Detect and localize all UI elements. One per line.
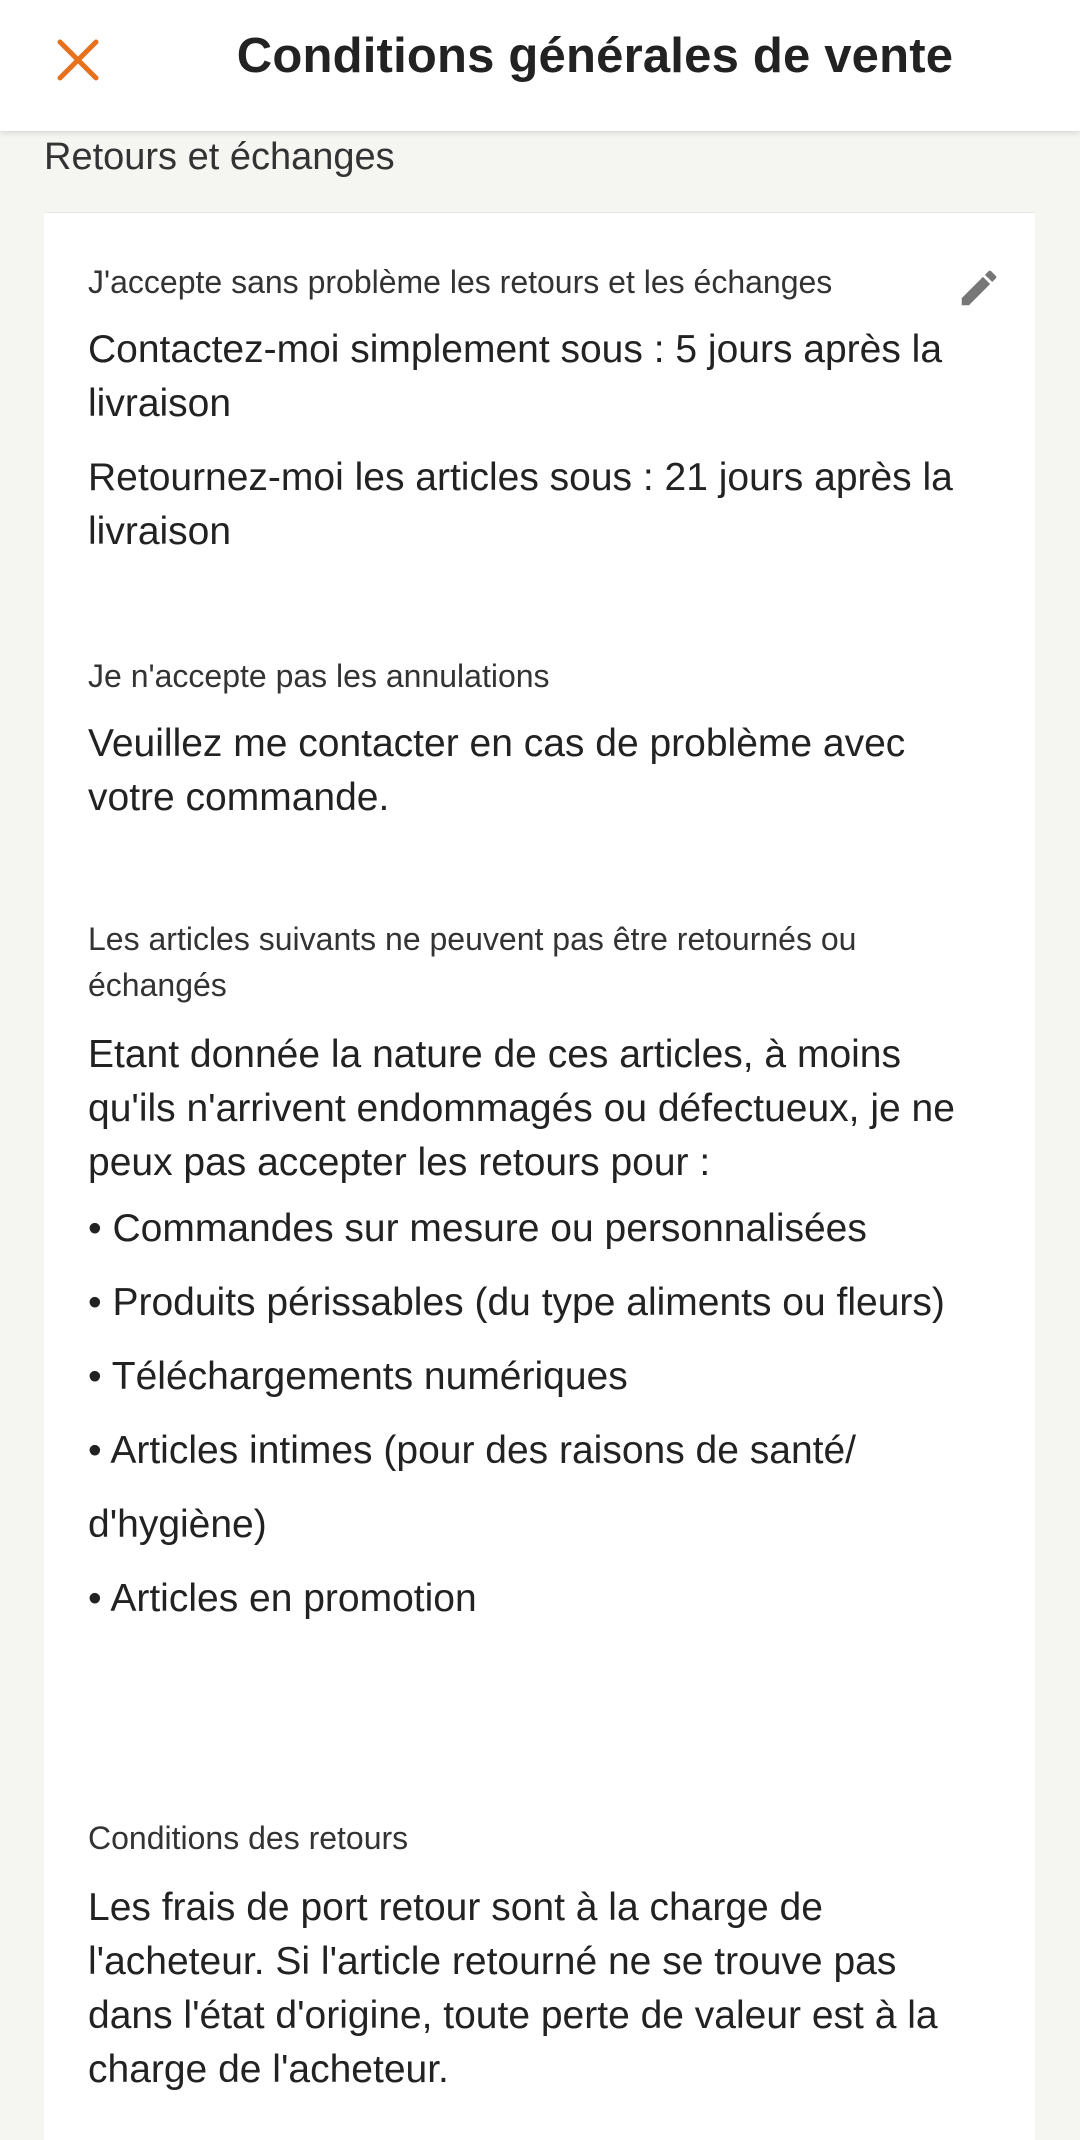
list-item: • Articles intimes (pour des raisons de santé/ d'hygiène) (88, 1429, 857, 1546)
close-icon (56, 38, 100, 82)
conditions-label: Conditions des retours (88, 1820, 409, 1856)
list-item: • Commandes sur mesure ou personnalisées (88, 1207, 867, 1250)
section-heading: Retours et échanges (44, 136, 395, 178)
list-item: • Téléchargements numériques (88, 1355, 628, 1398)
exceptions-label: Les articles suivants ne peuvent pas être retournés ou échangés (88, 921, 857, 1003)
close-button[interactable] (36, 18, 120, 102)
returns-label: J'accepte sans problème les retours et les échanges (88, 264, 833, 300)
cancellations-text: Veuillez me contacter en cas de problème avec votre commande. (88, 722, 906, 819)
conditions-text: Les frais de port retour sont à la charge de l'acheteur. Si l'article retourné ne se trouve pas dans l'état d'origine, toute perte de valeur est à la charge de l'acheteur. (88, 1886, 938, 2091)
app-bar (0, 0, 1080, 131)
contact-window-text: Contactez-moi simplement sous : 5 jours après la livraison (88, 328, 943, 425)
cancellations-block (88, 653, 988, 825)
exceptions-block (88, 916, 988, 1636)
returns-block (88, 259, 988, 559)
cancellations-label: Je n'accepte pas les annulations (88, 658, 550, 694)
return-window-text: Retournez-moi les articles sous : 21 jours après la livraison (88, 456, 953, 553)
policy-card (44, 212, 1035, 2140)
conditions-block (88, 1815, 988, 2097)
list-item: • Articles en promotion (88, 1577, 477, 1620)
list-item: • Produits périssables (du type aliments ou fleurs) (88, 1281, 945, 1324)
page-title: Conditions générales de vente (236, 29, 954, 83)
exceptions-list (88, 1192, 988, 1636)
exceptions-intro: Etant donnée la nature de ces articles, à moins qu'ils n'arrivent endommagés ou défectueux, je ne peux pas accepter les retours pour : (88, 1033, 955, 1184)
